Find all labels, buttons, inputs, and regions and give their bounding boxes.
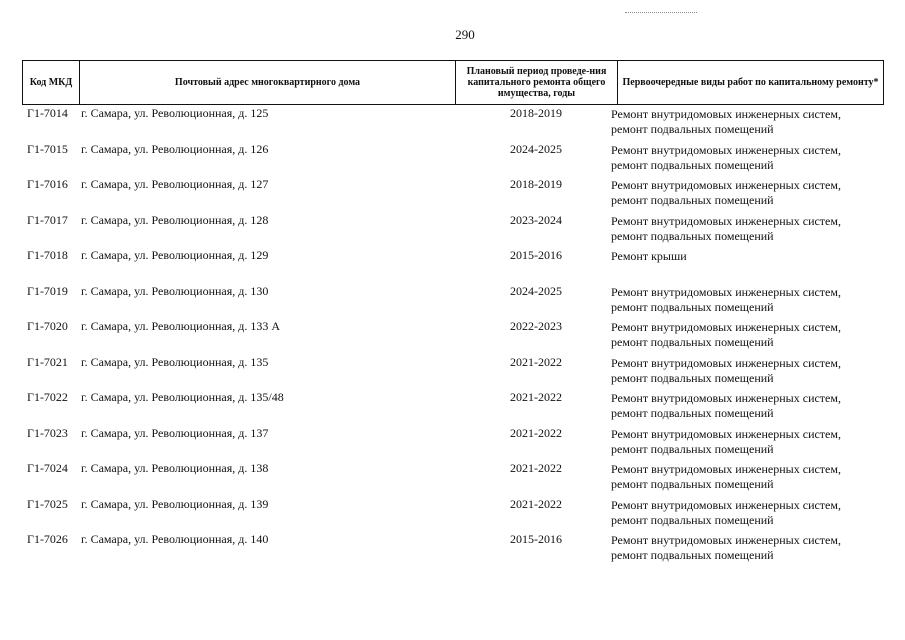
table-row (0, 175, 905, 211)
row-code: Г1-7017 (27, 212, 68, 227)
header-code: Код МКД (23, 61, 80, 104)
header-period: Плановый период проведе-ния капитального ремонта общего имущества, годы (456, 61, 618, 104)
row-code: Г1-7024 (27, 461, 68, 475)
row-code: Г1-7019 (27, 283, 68, 298)
row-works-line: ремонт подвальных помещений (611, 228, 774, 243)
row-works-line: ремонт подвальных помещений (611, 335, 774, 349)
row-works-line: Ремонт внутридомовых инженерных систем, (611, 426, 841, 441)
row-works-line: Ремонт внутридомовых инженерных систем, (611, 391, 841, 405)
row-address: г. Самара, ул. Революционная, д. 133 А (81, 319, 281, 333)
row-works-line: Ремонт внутридомовых инженерных систем, (611, 142, 841, 157)
row-works (611, 178, 891, 208)
row-works-line: Ремонт внутридомовых инженерных систем, (611, 107, 841, 121)
row-works-line: Ремонт внутридомовых инженерных систем, (611, 178, 841, 192)
row-address: г. Самара, ул. Революционная, д. 139 (81, 496, 269, 511)
row-address: г. Самара, ул. Революционная, д. 135/48 (81, 390, 284, 404)
table-row (0, 282, 905, 318)
row-works (611, 356, 891, 386)
row-works (611, 285, 891, 315)
table-row (0, 459, 905, 495)
row-works-line: Ремонт внутридомовых инженерных систем, (611, 213, 841, 228)
table-body (0, 104, 905, 566)
row-period: 2022-2023 (510, 319, 562, 333)
row-address: г. Самара, ул. Революционная, д. 125 (81, 106, 269, 120)
row-address: г. Самара, ул. Революционная, д. 137 (81, 425, 269, 440)
row-period: 2021-2022 (510, 461, 562, 475)
table-row (0, 104, 905, 140)
row-works-line: ремонт подвальных помещений (611, 406, 774, 420)
table-row (0, 353, 905, 389)
row-code: Г1-7025 (27, 496, 68, 511)
row-works-line: Ремонт внутридомовых инженерных систем, (611, 533, 841, 547)
row-works (611, 107, 891, 137)
row-works-line: Ремонт крыши (611, 249, 687, 263)
row-works-line: Ремонт внутридомовых инженерных систем, (611, 462, 841, 476)
row-works-line: Ремонт внутридомовых инженерных систем, (611, 355, 841, 370)
row-address: г. Самара, ул. Революционная, д. 129 (81, 248, 269, 262)
row-works (611, 462, 891, 492)
row-works-line: ремонт подвальных помещений (611, 193, 774, 207)
table-row (0, 317, 905, 353)
row-code: Г1-7023 (27, 425, 68, 440)
row-works-line: ремонт подвальных помещений (611, 477, 774, 491)
row-period: 2021-2022 (510, 496, 562, 511)
row-works-line: ремонт подвальных помещений (611, 299, 774, 314)
table-row (0, 530, 905, 566)
scan-artifact-line (625, 12, 697, 13)
row-code: Г1-7022 (27, 390, 68, 404)
row-address: г. Самара, ул. Революционная, д. 126 (81, 141, 269, 156)
row-code: Г1-7021 (27, 354, 68, 369)
row-period: 2021-2022 (510, 354, 562, 369)
table-row (0, 424, 905, 460)
row-code: Г1-7016 (27, 177, 68, 191)
table-row (0, 388, 905, 424)
header-address: Почтовый адрес многоквартирного дома (80, 61, 456, 104)
row-period: 2015-2016 (510, 532, 562, 546)
row-works-line: ремонт подвальных помещений (611, 122, 774, 136)
row-works-line: Ремонт внутридомовых инженерных систем, (611, 320, 841, 334)
row-code: Г1-7020 (27, 319, 68, 333)
row-address: г. Самара, ул. Революционная, д. 130 (81, 283, 269, 298)
row-code: Г1-7014 (27, 106, 68, 120)
row-works-line: ремонт подвальных помещений (611, 370, 774, 385)
row-works (611, 143, 891, 173)
row-works (611, 391, 891, 421)
row-address: г. Самара, ул. Революционная, д. 140 (81, 532, 269, 546)
row-period: 2021-2022 (510, 425, 562, 440)
row-works-line: ремонт подвальных помещений (611, 548, 774, 562)
row-works (611, 214, 891, 244)
row-address: г. Самара, ул. Революционная, д. 127 (81, 177, 269, 191)
row-period: 2018-2019 (510, 106, 562, 120)
table-header (22, 60, 884, 105)
row-works-line: ремонт подвальных помещений (611, 157, 774, 172)
row-period: 2024-2025 (510, 141, 562, 156)
row-works (611, 533, 891, 563)
row-address: г. Самара, ул. Революционная, д. 128 (81, 212, 269, 227)
row-period: 2023-2024 (510, 212, 562, 227)
page-number: 290 (455, 27, 475, 42)
row-code: Г1-7026 (27, 532, 68, 546)
row-period: 2021-2022 (510, 390, 562, 404)
row-works (611, 498, 891, 528)
row-works (611, 427, 891, 457)
table-row (0, 495, 905, 531)
row-works-line: ремонт подвальных помещений (611, 512, 774, 527)
row-address: г. Самара, ул. Революционная, д. 135 (81, 354, 269, 369)
row-address: г. Самара, ул. Революционная, д. 138 (81, 461, 269, 475)
header-works: Первоочередные виды работ по капитальному ремонту* (622, 77, 879, 88)
table-row (0, 211, 905, 247)
row-period: 2024-2025 (510, 283, 562, 298)
row-works (611, 249, 891, 264)
row-code: Г1-7018 (27, 248, 68, 262)
row-works-line: Ремонт внутридомовых инженерных систем, (611, 497, 841, 512)
row-period: 2015-2016 (510, 248, 562, 262)
row-works (611, 320, 891, 350)
row-works-line: ремонт подвальных помещений (611, 441, 774, 456)
table-row (0, 140, 905, 176)
row-period: 2018-2019 (510, 177, 562, 191)
row-works-line: Ремонт внутридомовых инженерных систем, (611, 284, 841, 299)
table-row (0, 246, 905, 282)
row-code: Г1-7015 (27, 141, 68, 156)
